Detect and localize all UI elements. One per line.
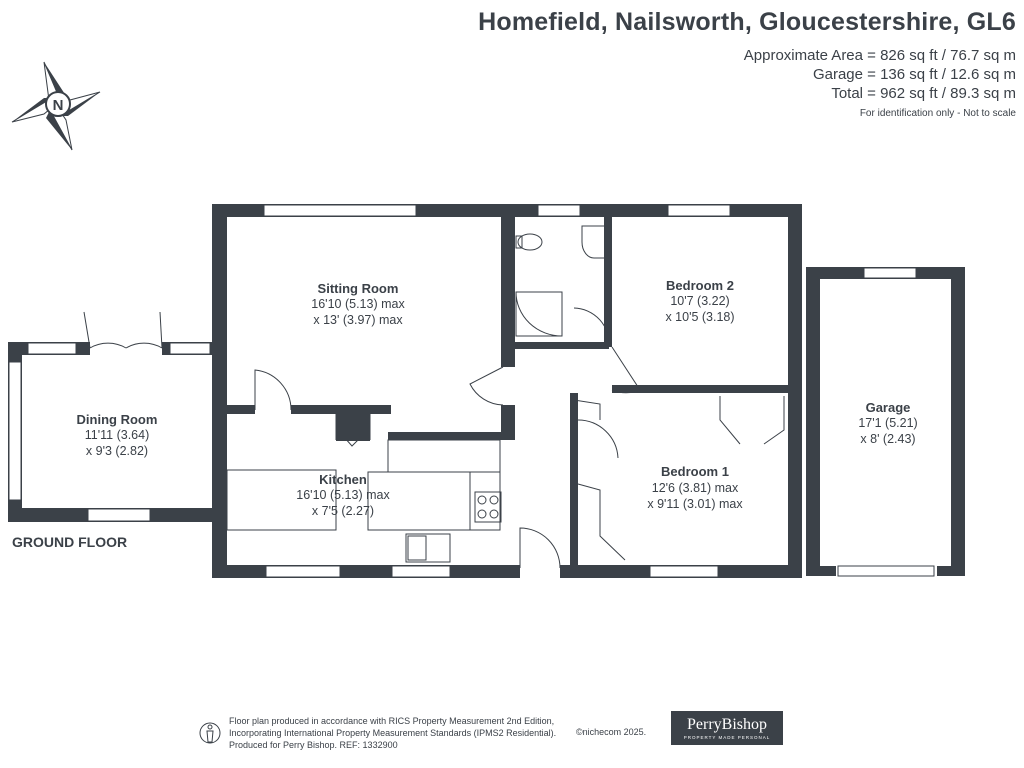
footer-line-1: Floor plan produced in accordance with RICS Property Measurement 2nd Edition,: [229, 716, 555, 726]
disclaimer: For identification only - Not to scale: [859, 108, 1016, 119]
dining-room-dim1: 11'11 (3.64): [84, 428, 150, 442]
approx-area: Approximate Area = 826 sq ft / 76.7 sq m: [743, 47, 1016, 64]
logo-tagline: PROPERTY MADE PERSONAL: [683, 735, 771, 740]
garage-dim1: 17'1 (5.21): [858, 416, 918, 430]
hob-icon: [475, 492, 501, 522]
garage-name: Garage: [865, 400, 911, 415]
fixtures: [227, 226, 608, 562]
sitting-room-dim1: 16'10 (5.13) max: [311, 297, 405, 311]
footer-line-2: Incorporating International Property Measurement Standards (IPMS2 Residential).: [229, 728, 557, 738]
footer-text: [229, 715, 556, 751]
sitting-room-dim2: x 13' (3.97) max: [313, 313, 403, 327]
kitchen-dim2: x 7'5 (2.27): [311, 504, 375, 518]
dining-room-dim2: x 9'3 (2.82): [85, 444, 149, 458]
sink-icon: [406, 534, 450, 562]
sitting-room-name: Sitting Room: [317, 281, 399, 296]
shower-icon: [516, 292, 562, 336]
bedroom2-dim1: 10'7 (3.22): [670, 294, 730, 308]
garage-area: Garage = 136 sq ft / 12.6 sq m: [812, 66, 1016, 83]
copyright: ©nichecom 2025.: [576, 727, 647, 737]
garage-dim2: x 8' (2.43): [860, 432, 916, 446]
bedroom2-name: Bedroom 2: [666, 278, 734, 293]
total-area: Total = 962 sq ft / 89.3 sq m: [831, 85, 1016, 102]
house-walls: [8, 204, 802, 578]
person-icon: [199, 718, 221, 748]
bedroom1-dim2: x 9'11 (3.01) max: [647, 497, 743, 511]
compass-icon: [12, 62, 100, 150]
logo-name: PerryBishop: [687, 716, 767, 733]
kitchen-name: Kitchen: [319, 472, 367, 487]
bedroom1-dim1: 12'6 (3.81) max: [651, 481, 739, 495]
kitchen-dim1: 16'10 (5.13) max: [296, 488, 390, 502]
bedroom1-name: Bedroom 1: [661, 464, 729, 479]
compass-label: N: [52, 97, 64, 114]
dining-room-name: Dining Room: [76, 412, 158, 427]
plan-title: Homefield, Nailsworth, Gloucestershire, GL6: [478, 8, 1016, 36]
bedroom2-dim2: x 10'5 (3.18): [665, 310, 735, 324]
floor-label: GROUND FLOOR: [12, 534, 128, 550]
footer-line-3: Produced for Perry Bishop. REF: 1332900: [229, 740, 398, 750]
agent-logo: [671, 711, 783, 745]
